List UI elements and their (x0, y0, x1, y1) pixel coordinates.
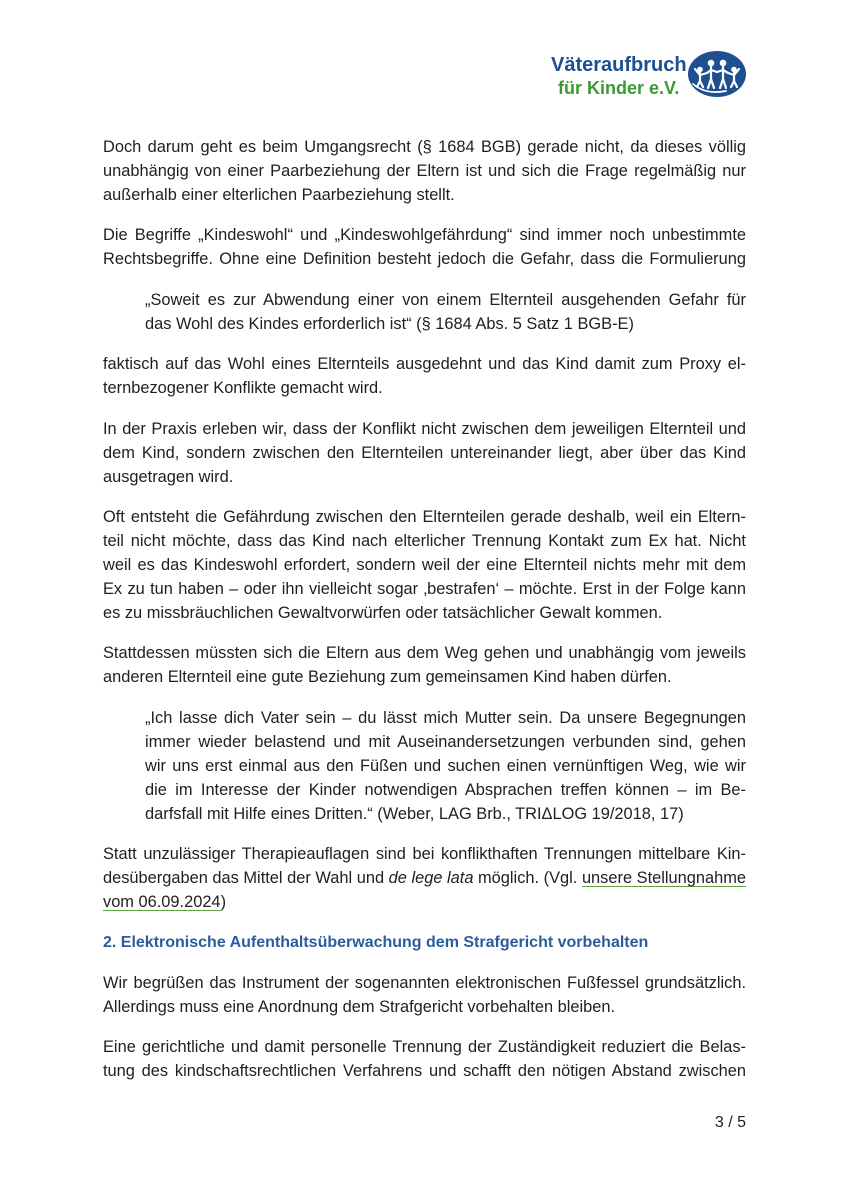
paragraph (103, 417, 746, 489)
text-line: außerhalb einer elterlichen Paarbeziehung stellt. (103, 186, 455, 204)
quote-line: „Soweit es zur Abwendung einer von einem Elternteil ausgehenden Gefahr für (145, 290, 746, 309)
paragraph (103, 505, 746, 625)
text-line: Oft entsteht die Gefährdung zwischen den Elternteilen gerade deshalb, weil ein Eltern- (103, 507, 746, 526)
text-line (103, 866, 746, 890)
document-body (103, 135, 746, 1100)
text-line: ternbezogener Konflikte gemacht wird. (103, 379, 383, 398)
text-line: faktisch auf das Wohl eines Elternteils ausgedehnt und das Kind damit zum Proxy el- (103, 355, 746, 374)
text-line: Stattdessen müssten sich die Eltern aus dem Weg gehen und unabhängig vom jeweils (103, 644, 746, 663)
logo-name-line2: für Kinder e.V. (558, 78, 680, 98)
text-line: weil es das Kindeswohl erfordert, sondern weil der eine Elternteil nichts mehr mit dem (103, 555, 746, 574)
text-line: ausgetragen wird. (103, 467, 234, 486)
text-line: Die Begriffe „Kindeswohl“ und „Kindeswohlgefährdung“ sind immer noch unbestimmte (103, 226, 746, 245)
text-line: Eine gerichtliche und damit personelle Trennung der Zuständigkeit reduziert die Belas- (103, 1038, 746, 1057)
block-quote (145, 706, 746, 826)
text-line: Rechtsbegriffe. Ohne eine Definition besteht jedoch die Gefahr, dass die Formulierung (103, 250, 746, 269)
paragraph (103, 135, 746, 207)
quote-line: die im Interesse der Kinder notwendigen Absprachen treffen können – im Be- (145, 780, 746, 799)
text-line: tung des kindschaftsrechtlichen Verfahrens und schafft den nötigen Abstand zwischen (103, 1062, 746, 1081)
section-heading: 2. Elektronische Aufenthaltsüberwachung dem Strafgericht vorbehalten (103, 933, 649, 951)
text-line: anderen Elternteil eine gute Beziehung zum gemeinsamen Kind haben dürfen. (103, 668, 672, 687)
text-line: dem Kind, sondern zwischen den Elternteilen untereinander liegt, aber über das Kind (103, 443, 746, 462)
quote-line: „Ich lasse dich Vater sein – du lässt mich Mutter sein. Da unsere Begegnungen (145, 708, 746, 727)
text-line: Allerdings muss eine Anordnung dem Strafgericht vorbehalten bleiben. (103, 997, 616, 1016)
paragraph (103, 1035, 746, 1083)
text-line: unabhängig von einer Paarbeziehung der Eltern ist und sich die Frage regelmäßig nur (103, 162, 746, 180)
text-line: Doch darum geht es beim Umgangsrecht (§ 1684 BGB) gerade nicht, da dieses völlig (103, 138, 746, 156)
paragraph (103, 641, 746, 689)
text-line: In der Praxis erleben wir, dass der Konflikt nicht zwischen dem jeweiligen Elternteil und (103, 419, 746, 438)
page-number: 3 / 5 (714, 1114, 746, 1131)
text-line: es zu missbräuchlichen Gewaltvorwürfen oder tatsächlicher Gewalt kommen. (103, 603, 663, 622)
stellungnahme-link-date[interactable]: vom 06.09.2024 (103, 893, 221, 912)
text-line: Wir begrüßen das Instrument der sogenannten elektronischen Fußfessel grundsätzlich. (103, 973, 746, 992)
latin-term: de lege lata (388, 869, 474, 888)
text-span: desübergaben das Mittel der Wahl und (103, 869, 389, 888)
text-span: möglich. (Vgl. (473, 869, 582, 888)
family-figures-icon (688, 51, 746, 97)
block-quote (145, 288, 746, 336)
paragraph (103, 971, 746, 1019)
text-line (103, 890, 746, 914)
paragraph (103, 223, 746, 271)
paragraph (103, 352, 746, 400)
text-line: teil nicht möchte, dass das Kind nach elterlicher Trennung Kontakt zum Ex hat. Nicht (103, 531, 746, 550)
paragraph (103, 842, 746, 914)
text-line: Ex zu tun haben – oder ihn vielleicht sogar ‚bestrafen‘ – möchte. Erst in der Folge kann (103, 579, 746, 598)
logo (545, 48, 749, 102)
stellungnahme-link[interactable]: unsere Stellungnahme (581, 869, 746, 888)
quote-line: das Wohl des Kindes erforderlich ist“ (§ 1684 Abs. 5 Satz 1 BGB-E) (145, 314, 634, 333)
quote-line: immer wieder belastend und mit Auseinandersetzungen verbunden sind, gehen (145, 732, 746, 751)
text-line: Statt unzulässiger Therapieauflagen sind bei konflikthaften Trennungen mittelbare Kin- (103, 845, 746, 864)
quote-line: darfsfall mit Hilfe eines Dritten.“ (Weber, LAG Brb., TRIΔLOG 19/2018, 17) (145, 804, 684, 823)
quote-line: wir uns erst einmal aus den Füßen und suchen einen vernünftigen Weg, wie wir (145, 756, 746, 775)
logo-name-line1: Väteraufbruch (551, 54, 687, 76)
text-span: ) (220, 893, 227, 912)
